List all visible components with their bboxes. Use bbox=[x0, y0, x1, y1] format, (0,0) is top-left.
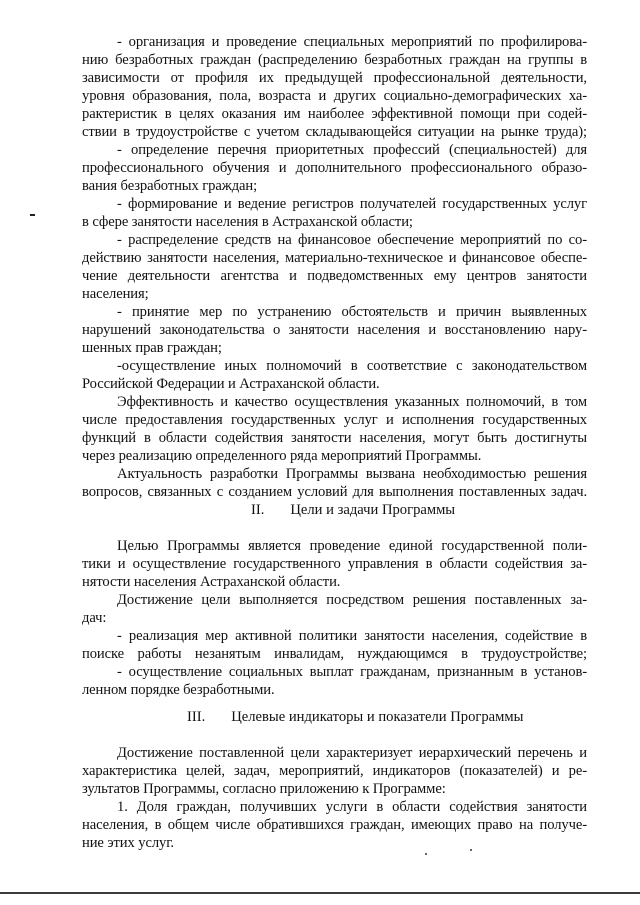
text-line: чение деятельности агентства и подведомственных ему центров занятости bbox=[82, 268, 587, 284]
text-line: функций в области содействия занятости населения, могут быть достигнуты bbox=[82, 430, 587, 446]
text-line: ствии в трудоустройстве с учетом складывающейся ситуации на рынке труда); bbox=[82, 124, 587, 140]
text-line: Целью Программы является проведение единой государственной поли- bbox=[117, 538, 587, 554]
text-line: зультатов Программы, согласно приложению к Программе: bbox=[82, 781, 446, 797]
text-line: Актуальность разработки Программы вызвана необходимостью решения bbox=[117, 466, 587, 482]
text-line: нарушений законодательства о занятости населения и восстановлению нару- bbox=[82, 322, 587, 338]
text-line: уровня образования, пола, возраста и других социально-демографических ха- bbox=[82, 88, 587, 104]
text-line: рактеристик в целях оказания им наиболее эффективной помощи при содей- bbox=[82, 106, 587, 122]
section-number: II. bbox=[251, 502, 265, 518]
text-line: - реализация мер активной политики занятости населения, содействие в bbox=[117, 628, 587, 644]
scan-dot bbox=[470, 849, 472, 851]
page-bottom-edge bbox=[0, 892, 640, 894]
text-line: вопросов, связанных с созданием условий для выполнения поставленных задач. bbox=[82, 484, 587, 500]
text-line: зависимости от профиля их предыдущей профессиональной деятельности, bbox=[82, 70, 587, 86]
text-line: - организация и проведение специальных мероприятий по профилирова- bbox=[117, 34, 587, 50]
text-line: дач: bbox=[82, 610, 107, 626]
text-line: Эффективность и качество осуществления указанных полномочий, в том bbox=[117, 394, 587, 410]
text-line: шенных прав граждан; bbox=[82, 340, 222, 356]
scan-dot bbox=[425, 853, 427, 855]
text-line: в сфере занятости населения в Астраханской области; bbox=[82, 214, 413, 230]
section-heading-2 bbox=[251, 500, 455, 520]
text-line: 1. Доля граждан, получивших услуги в области содействия занятости bbox=[117, 799, 587, 815]
text-line: ние этих услуг. bbox=[82, 835, 174, 851]
section-heading-3 bbox=[187, 707, 523, 727]
text-line: - распределение средств на финансовое обеспечение мероприятий по со- bbox=[117, 232, 587, 248]
text-line: поиске работы незанятым инвалидам, нуждающимся в трудоустройстве; bbox=[82, 646, 587, 662]
text-line: Российской Федерации и Астраханской области. bbox=[82, 376, 380, 392]
text-line: населения, в общем числе обратившихся граждан, имеющих право на получе- bbox=[82, 817, 587, 833]
text-line: тики и осуществление государственного управления в области содействия за- bbox=[82, 556, 587, 572]
text-line: - осуществление социальных выплат гражданам, признанным в установ- bbox=[117, 664, 587, 680]
text-line: населения; bbox=[82, 286, 149, 302]
text-line: через реализацию определенного ряда мероприятий Программы. bbox=[82, 448, 482, 464]
text-line: Достижение поставленной цели характеризует иерархический перечень и bbox=[117, 745, 587, 761]
text-line: - определение перечня приоритетных профессий (специальностей) для bbox=[117, 142, 587, 158]
text-line: -осуществление иных полномочий в соответствие с законодательством bbox=[117, 358, 587, 374]
text-line: нию безработных граждан (распределению безработных граждан на группы в bbox=[82, 52, 587, 68]
section-title: Цели и задачи Программы bbox=[290, 502, 456, 518]
text-line: - принятие мер по устранению обстоятельств и причин выявленных bbox=[117, 304, 587, 320]
text-line: Достижение цели выполняется посредством решения поставленных за- bbox=[117, 592, 587, 608]
section-title: Целевые индикаторы и показатели Программы bbox=[231, 709, 524, 725]
text-line: характеристика целей, задач, мероприятий, индикаторов (показателей) и ре- bbox=[82, 763, 587, 779]
text-line: профессионального обучения и дополнительного профессионального образо- bbox=[82, 160, 587, 176]
text-line: числе предоставления государственных услуг и исполнения государственных bbox=[82, 412, 587, 428]
section-number: III. bbox=[187, 709, 206, 725]
text-line: вания безработных граждан; bbox=[82, 178, 258, 194]
text-line: нятости населения Астраханской области. bbox=[82, 574, 341, 590]
text-line: действию занятости населения, материально-техническое и финансовое обеспе- bbox=[82, 250, 587, 266]
scan-mark bbox=[30, 214, 35, 216]
text-line: ленном порядке безработными. bbox=[82, 682, 275, 698]
text-line: - формирование и ведение регистров получателей государственных услуг bbox=[117, 196, 587, 212]
